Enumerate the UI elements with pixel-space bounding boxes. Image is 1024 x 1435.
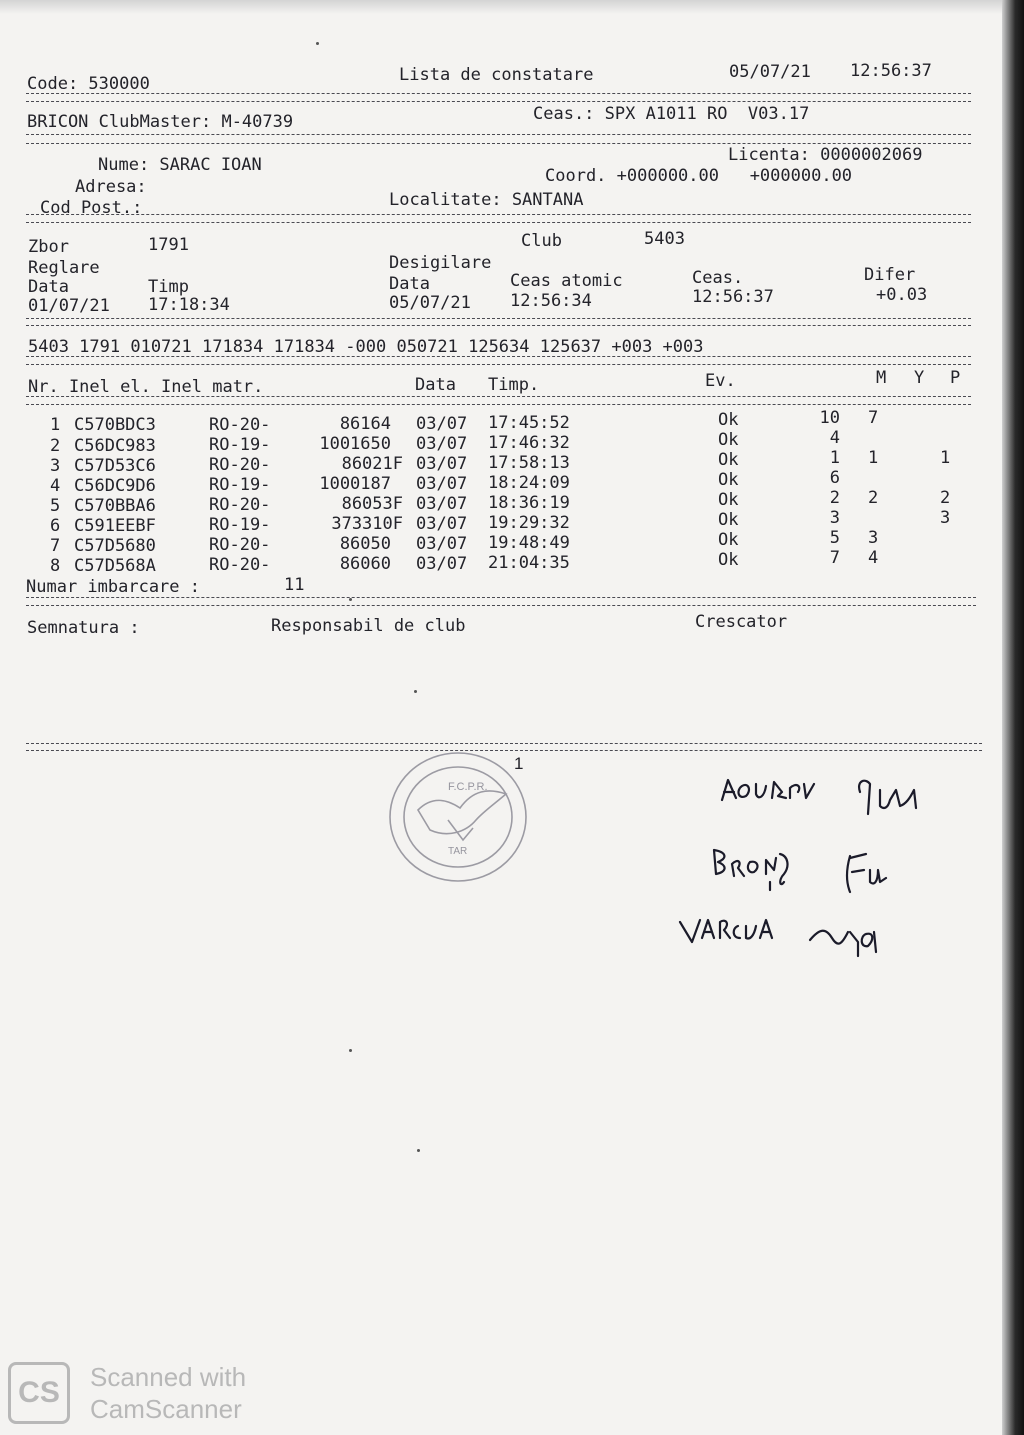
y-value: 1: [868, 448, 879, 468]
arrival-time: 21:04:35: [488, 553, 570, 573]
clock-label: Ceas.: [692, 268, 744, 288]
y-value: 3: [868, 528, 879, 548]
separator-2: [26, 134, 971, 135]
scan-speck: [414, 690, 417, 693]
open-date-label: Data: [389, 274, 430, 294]
separator-6b: [26, 404, 971, 405]
event-status: Ok: [718, 530, 739, 550]
set-time: 17:18:34: [148, 295, 230, 315]
ring-number: 1000187: [319, 474, 391, 494]
signature-label: Semnatura :: [27, 618, 140, 638]
event-status: Ok: [718, 450, 739, 470]
separator-1b: [26, 101, 971, 102]
set-date: 01/07/21: [28, 296, 110, 316]
watermark-line-1: Scanned with: [90, 1362, 247, 1392]
zbor-label: Zbor: [28, 237, 69, 257]
y-value: 2: [868, 488, 879, 508]
address-label: Adresa:: [75, 177, 147, 197]
arrival-date: 03/07: [416, 474, 468, 494]
atomic-time: 12:56:34: [510, 291, 592, 311]
club-value: 5403: [644, 229, 685, 249]
separator-4b: [26, 325, 971, 326]
ring-prefix: RO-20-: [209, 555, 271, 575]
y-value: 7: [868, 408, 879, 428]
electronic-ring: C57D53C6: [74, 456, 156, 476]
ring-number: 86053F: [341, 494, 403, 514]
row-number: 8: [50, 556, 61, 576]
arrival-time: 18:24:09: [488, 473, 570, 493]
row-number: 7: [50, 536, 61, 556]
summary-line: 5403 1791 010721 171834 171834 -000 050721 125634 125637 +003 +003: [28, 337, 704, 357]
clock-model: Ceas.: SPX A1011 RO V03.17: [533, 104, 810, 124]
arrival-date: 03/07: [416, 414, 468, 434]
m-value: 10: [819, 408, 840, 428]
boarding-label: Numar imbarcare :: [26, 577, 200, 597]
arrival-date: 03/07: [416, 534, 468, 554]
m-value: 3: [829, 508, 840, 528]
event-status: Ok: [718, 410, 739, 430]
row-number: 4: [50, 476, 61, 496]
event-status: Ok: [718, 470, 739, 490]
atomic-clock-label: Ceas atomic: [510, 271, 623, 291]
electronic-ring: C591EEBF: [74, 516, 156, 536]
m-value: 7: [829, 548, 840, 568]
camscanner-watermark: [8, 1362, 278, 1424]
separator-5b: [26, 364, 971, 365]
arrival-time: 17:45:52: [488, 413, 570, 433]
ring-prefix: RO-20-: [209, 415, 271, 435]
stamp-number: 1: [514, 754, 524, 773]
difference-label: Difer: [864, 265, 916, 285]
m-value: 6: [829, 468, 840, 488]
document-title: Lista de constatare: [399, 65, 594, 85]
scan-speck: [349, 598, 352, 601]
m-value: 2: [829, 488, 840, 508]
m-value: 4: [829, 428, 840, 448]
arrival-date: 03/07: [416, 434, 468, 454]
ring-prefix: RO-19-: [209, 475, 271, 495]
arrival-time: 17:58:13: [488, 453, 570, 473]
table-header-date: Data: [415, 375, 456, 395]
arrival-time: 17:46:32: [488, 433, 570, 453]
paper-top-shadow: [0, 0, 1010, 14]
y-value: 4: [868, 548, 879, 568]
desigilare-label: Desigilare: [389, 253, 492, 273]
ring-number: 86060: [339, 554, 391, 574]
table-header-rings: Nr. Inel el. Inel matr.: [28, 377, 264, 397]
scan-speck: [316, 42, 319, 45]
club-responsible-label: Responsabil de club: [271, 616, 466, 636]
header-date: 05/07/21: [729, 62, 811, 82]
electronic-ring: C56DC9D6: [74, 476, 156, 496]
table-header-time: Timp.: [488, 375, 540, 395]
m-value: 1: [829, 448, 840, 468]
separator-8: [26, 743, 982, 744]
separator-5: [26, 356, 971, 357]
clock-time: 12:56:37: [692, 287, 774, 307]
ring-prefix: RO-19-: [209, 435, 271, 455]
separator-7b: [26, 605, 976, 606]
table-header-p: P: [950, 368, 961, 388]
table-header-y: Y: [914, 368, 925, 388]
separator-7: [26, 597, 976, 598]
electronic-ring: C56DC983: [74, 436, 156, 456]
ring-number: 86021F: [341, 454, 403, 474]
row-number: 6: [50, 516, 61, 536]
event-status: Ok: [718, 490, 739, 510]
scan-speck: [349, 1049, 352, 1052]
ring-prefix: RO-19-: [209, 515, 271, 535]
reglare-label: Reglare: [28, 258, 100, 278]
ring-prefix: RO-20-: [209, 455, 271, 475]
watermark-line-2: CamScanner: [90, 1394, 242, 1424]
arrival-time: 19:29:32: [488, 513, 570, 533]
svg-text:TAR: TAR: [448, 846, 468, 857]
table-header-ev: Ev.: [705, 371, 736, 391]
handwritten-signatures: [670, 770, 950, 980]
code-label: Code: 530000: [27, 74, 150, 94]
ring-prefix: RO-20-: [209, 535, 271, 555]
zbor-value: 1791: [148, 235, 189, 255]
device-model: BRICON ClubMaster: M-40739: [27, 112, 294, 132]
row-number: 5: [50, 496, 61, 516]
arrival-time: 19:48:49: [488, 533, 570, 553]
p-value: 3: [940, 508, 951, 528]
camscanner-logo-icon: CS: [8, 1362, 70, 1424]
arrival-date: 03/07: [416, 514, 468, 534]
event-status: Ok: [718, 510, 739, 530]
separator-6: [26, 396, 971, 397]
table-header-m: M: [876, 368, 887, 388]
scan-speck: [417, 1149, 420, 1152]
difference-value: +0.03: [876, 285, 928, 305]
p-value: 2: [940, 488, 951, 508]
separator-2b: [26, 143, 971, 144]
electronic-ring: C57D568A: [74, 556, 156, 576]
postcode-label: Cod Post.:: [40, 198, 143, 218]
arrival-date: 03/07: [416, 494, 468, 514]
arrival-date: 03/07: [416, 554, 468, 574]
ring-number: 86164: [339, 414, 391, 434]
p-value: 1: [940, 448, 951, 468]
scan-dark-edge: [1002, 0, 1024, 1435]
electronic-ring: C570BDC3: [74, 415, 156, 435]
boarding-count: 11: [284, 575, 305, 595]
licence-number: Licenta: 0000002069: [728, 145, 923, 165]
set-time-label: Timp: [148, 277, 189, 297]
fancier-name: Nume: SARAC IOAN: [98, 155, 262, 175]
ring-number: 1001650: [319, 434, 391, 454]
separator-1: [26, 93, 971, 94]
coordinates: Coord. +000000.00 +000000.00: [545, 166, 853, 186]
set-date-label: Data: [28, 277, 69, 297]
ring-number: 373310F: [331, 514, 403, 534]
ring-prefix: RO-20-: [209, 495, 271, 515]
electronic-ring: C570BBA6: [74, 496, 156, 516]
breeder-label: Crescator: [695, 612, 788, 632]
club-stamp: [388, 750, 532, 884]
event-status: Ok: [718, 430, 739, 450]
open-date: 05/07/21: [389, 293, 471, 313]
club-label: Club: [521, 231, 562, 251]
separator-3b: [26, 222, 971, 223]
row-number: 2: [50, 436, 61, 456]
separator-4: [26, 318, 971, 319]
locality: Localitate: SANTANA: [389, 190, 584, 210]
m-value: 5: [829, 528, 840, 548]
arrival-time: 18:36:19: [488, 493, 570, 513]
separator-3: [26, 214, 971, 215]
svg-text:F.C.P.R.: F.C.P.R.: [448, 781, 488, 793]
arrival-date: 03/07: [416, 454, 468, 474]
header-time: 12:56:37: [850, 61, 932, 81]
electronic-ring: C57D5680: [74, 536, 156, 556]
row-number: 1: [50, 415, 61, 435]
event-status: Ok: [718, 550, 739, 570]
row-number: 3: [50, 456, 61, 476]
ring-number: 86050: [339, 534, 391, 554]
